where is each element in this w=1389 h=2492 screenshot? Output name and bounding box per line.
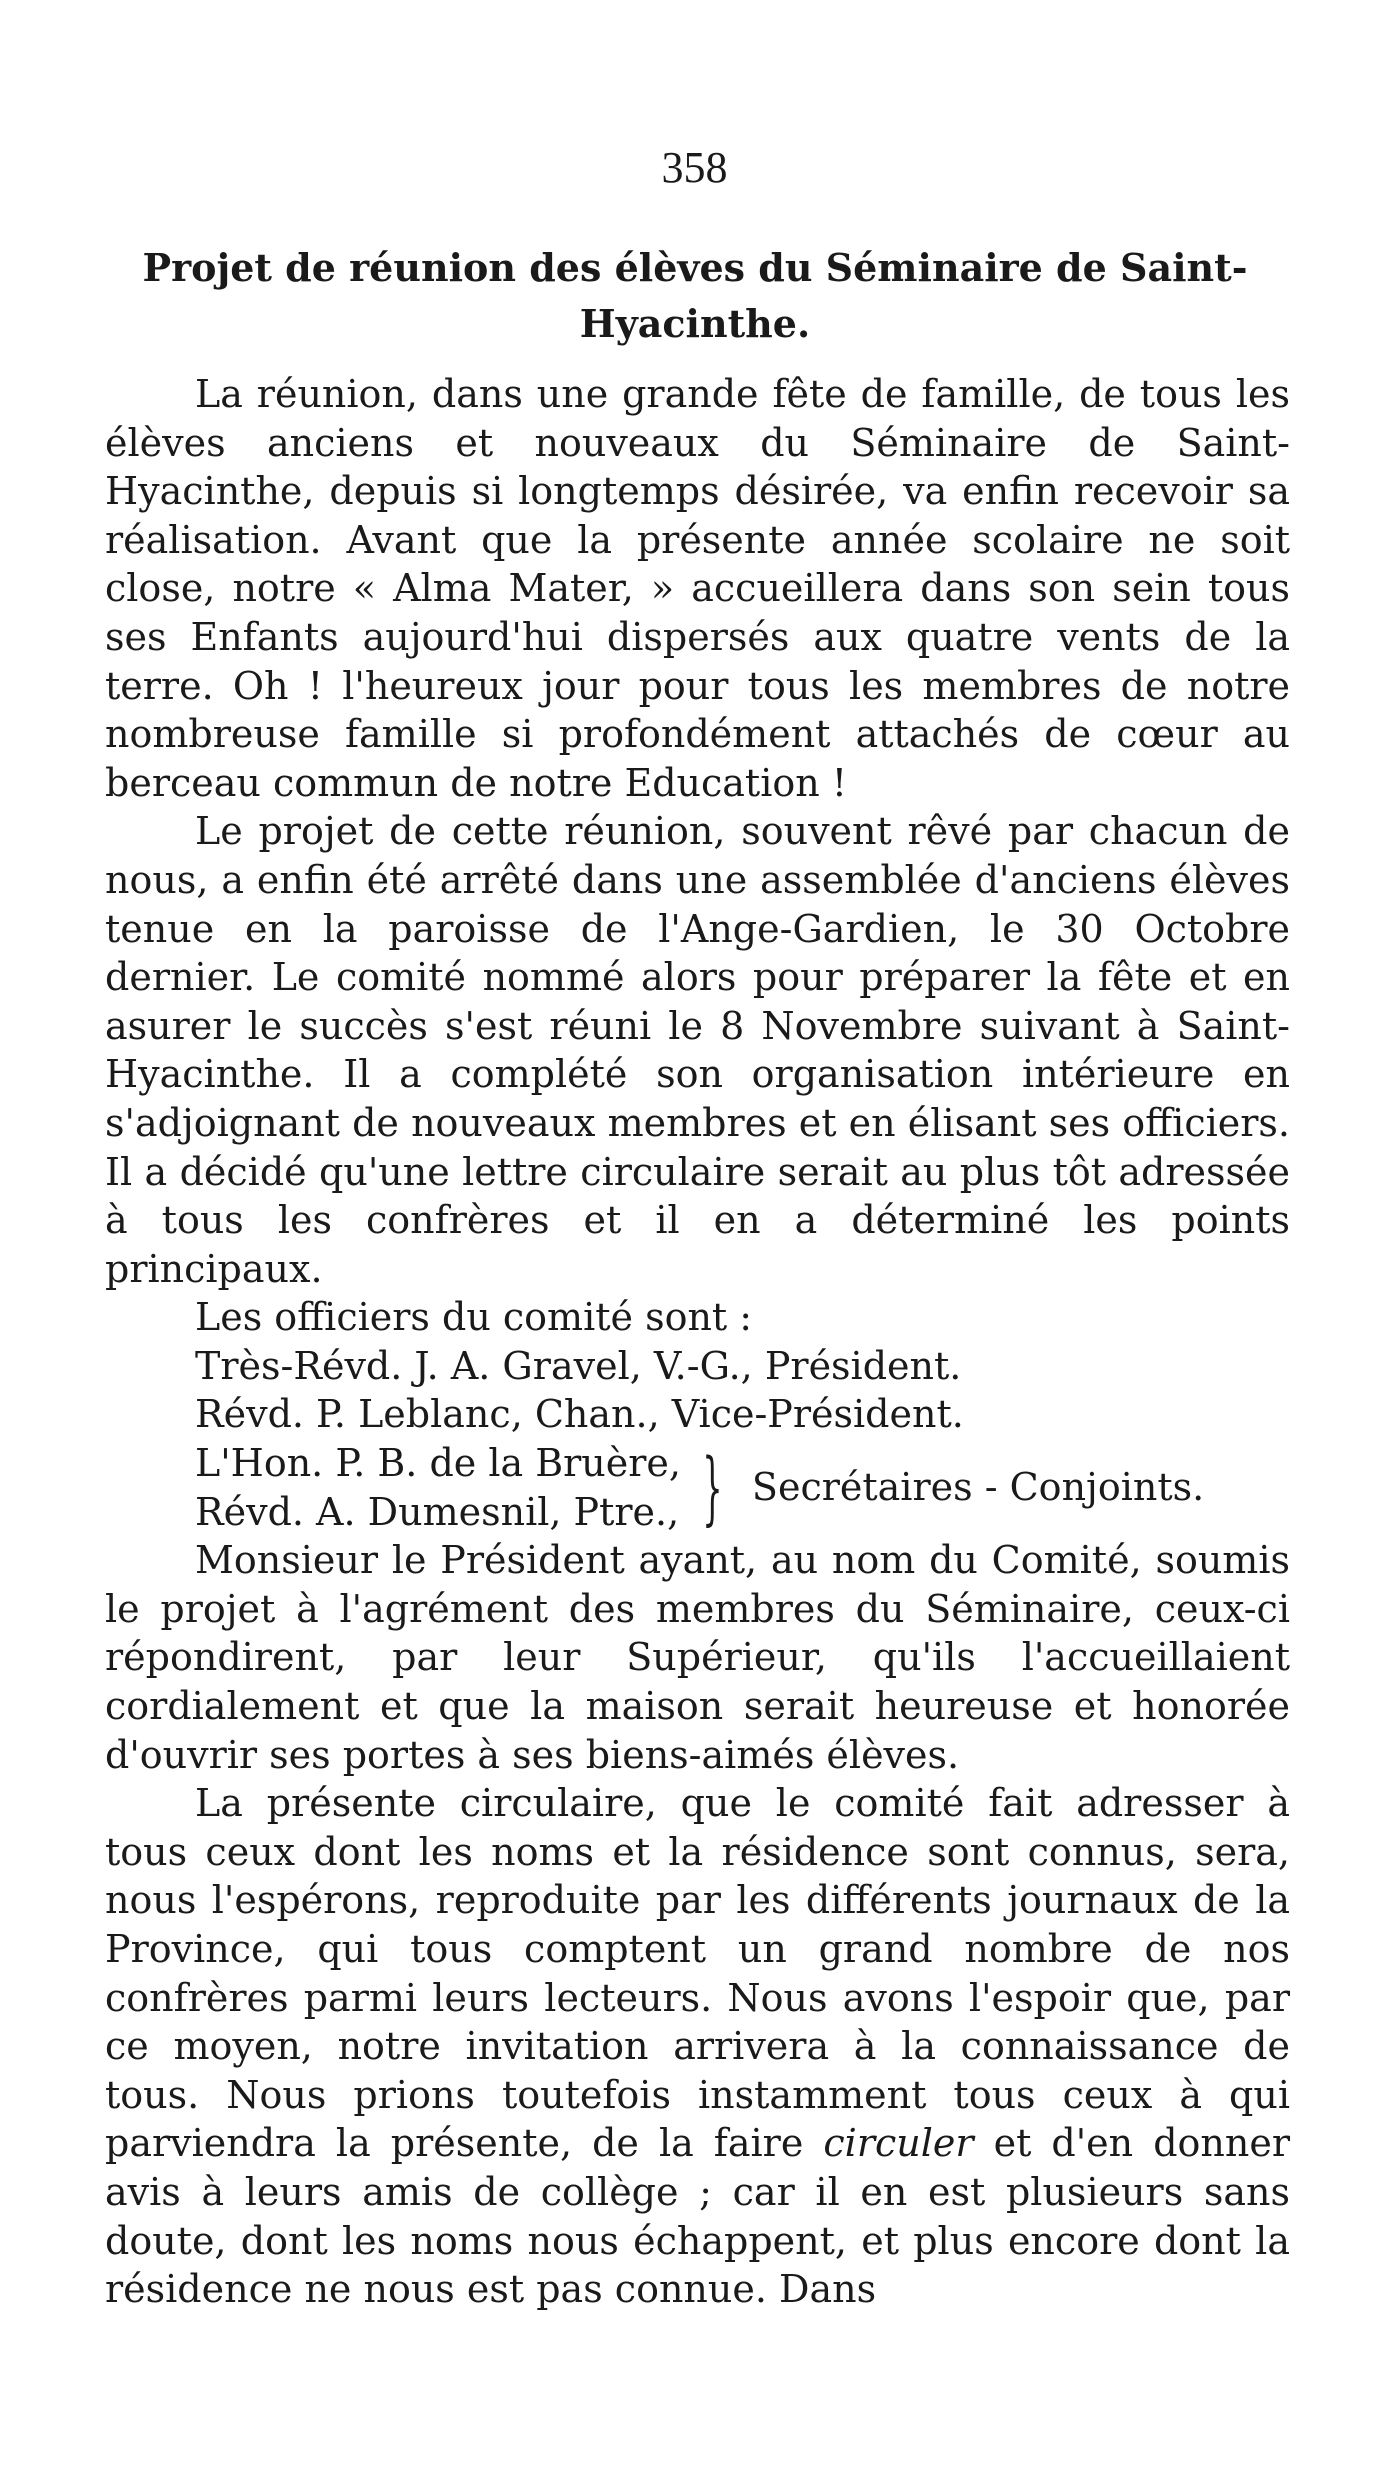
article-body xyxy=(105,370,1290,2314)
paragraph-3: Monsieur le Président ayant, au nom du Comité, soumis le projet à l'agrément des membres du Séminaire, ceux-ci répondirent, par leur Supérieur, qu'ils l'accueillaient cordialement et que la maison serait heureuse et honorée d'ouvrir ses portes à ses biens-aimés élèves. xyxy=(105,1538,1290,1777)
paragraph-4-part-2: et d'en donner avis à leurs amis de collège ; car il en est plusieurs sans doute, dont les noms nous échappent, et plus encore dont la résidence ne nous est pas connue. Dans xyxy=(105,2121,1290,2312)
paragraph-2: Le projet de cette réunion, souvent rêvé par chacun de nous, a enfin été arrêté dans une assemblée d'anciens élèves tenue en la paroisse de l'Ange-Gardien, le 30 Octobre dernier. Le comité nommé alors pour préparer la fête et en asurer le succès s'est réuni le 8 Novembre suivant à Saint-Hyacinthe. Il a complété son organisation intérieure en s'adjoignant de nouveaux membres et en élisant ses officiers. Il a décidé qu'une lettre circulaire serait au plus tôt adressée à tous les confrères et il en a déterminé les points principaux. xyxy=(105,809,1290,1291)
secretaries-role: Secrétaires - Conjoints. xyxy=(751,1465,1205,1510)
officers-list xyxy=(105,1342,1290,1536)
officers-intro: Les officiers du comité sont : xyxy=(195,1295,753,1340)
secretary-2: Révd. A. Dumesnil, Ptre., xyxy=(195,1489,680,1534)
secretary-1: L'Hon. P. B. de la Bruère, xyxy=(195,1441,682,1486)
paragraph-1: La réunion, dans une grande fête de famille, de tous les élèves anciens et nouveaux du Séminaire de Saint-Hyacinthe, depuis si longtemps désirée, va enfin recevoir sa réalisation. Avant que la présente année scolaire ne soit close, notre « Alma Mater, » accueillera dans son sein tous ses Enfants aujourd'hui dispersés aux quatre vents de la terre. Oh ! l'heureux jour pour tous les membres de notre nombreuse famille si profondément attachés de cœur au berceau commun de notre Education ! xyxy=(105,372,1290,805)
brace-glyph: } xyxy=(702,1440,723,1534)
officer-vice-president: Révd. P. Leblanc, Chan., Vice-Président. xyxy=(195,1392,964,1437)
paragraph-4-part-1: La présente circulaire, que le comité fait adresser à tous ceux dont les noms et la résidence sont connus, sera, nous l'espérons, reproduite par les différents journaux de la Province, qui tous comptent un grand nombre de nos confrères parmi leurs lecteurs. Nous avons l'espoir que, par ce moyen, notre invitation arrivera à la connaissance de tous. Nous prions toutefois instamment tous ceux à qui parviendra la présente, de la faire xyxy=(105,1781,1290,2166)
paragraph-4 xyxy=(105,1779,1290,2314)
secretaries-group xyxy=(195,1439,1290,1536)
article-title: Projet de réunion des élèves du Séminaire de Saint-Hyacinthe. xyxy=(142,245,1248,346)
page-number: 358 xyxy=(661,143,728,192)
paragraph-4-italic: circuler xyxy=(823,2121,974,2166)
officer-president: Très-Révd. J. A. Gravel, V.-G., Président. xyxy=(195,1343,962,1388)
